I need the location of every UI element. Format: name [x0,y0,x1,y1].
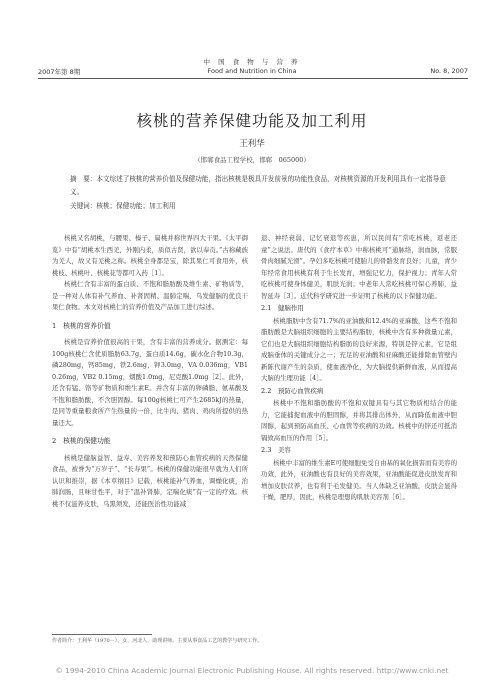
author-affiliation: （邯郸食品工程学校，邯郸 065000） [194,156,310,164]
copyright-notice: © 1994-2010 China Academic Journal Electronic Publishing House. All rights reserved. http://www.cnki.net [55,666,449,675]
article-title: 核桃的营养保健功能及加工利用 [136,112,368,130]
abstract: 摘 要：本文综述了核桃的营养价值及保健功能，指出核桃是极具开发前景的功能性食品，对核桃资源的开发利用具有一定指导意义。 [70,175,446,196]
brain-paragraph: 核桃脂肪中含有71.7%的亚油酸和12.4%的亚麻酸，这些不饱和脂肪酸是大脑组织细胞的主要结构脂肪，核桃中含有多种微量元素，它们也是大脑组织细胞结构脂肪的良好来源，特别是锌元素，它是组成脑垂体的关键成分之一；充足的亚油酸和亚麻酸还能排除血管壁内新陈代谢产生的杂质，使血液净化，为大脑提供新鲜血液，从而提高大脑的生理功能［4］。 [261,316,457,382]
cardio-paragraph: 核桃中不饱和脂肪酸的不饱和双键具有与其它物质相结合的能力，它能捕捉血液中的胆固醇，并将其排出体外，从而降低血液中胆固醇，起到预防高血压、心血管等疾病的功效。核桃中的锌还可抵消镉致高血压的作用［5］。 [261,399,457,442]
keywords: 关键词：核桃；保健功能；加工利用 [70,202,176,210]
journal-number: No. 8, 2007 [430,67,468,75]
subsection-heading-beauty: 2.3 美容 [261,446,291,454]
journal-issue: 2007年第 8期 [38,68,81,76]
journal-name-en: Food and Nutrition in China [207,67,297,75]
intro-paragraph-1: 核桃又名胡桃，与腰果、榛子、扁桃并称世界四大干果。《太平御览》中有“胡桃本生西羌，外刚内柔，质似古贤，欲以奉贡。”古称藏族为羌人，故又有羌桃之称。核桃全身都是宝，除其果仁可食用外，核桃枝、核桃叶、核桃花等都可入药［1］。 [52,234,248,277]
footnote-divider [52,634,152,635]
subsection-heading-brain: 2.1 健脑作用 [261,304,304,312]
intro-paragraph-2: 核桃仁含有丰富的蛋白质、不饱和脂肪酸及维生素、矿物质等，是一种对人体有补气养血、补肾固精、温肺定喘、乌发健脑的优良干果仁食物。本文对核桃仁的营养价值及产品加工进行综述。 [52,280,248,311]
journal-name-cn: 中 国 食 物 与 营 养 [203,58,301,66]
author-footnote: 作者简介：王利华（1970－），女，河北人，助理讲师。主要从事食品工艺的教学与研究工作。 [52,638,263,644]
left-column [52,233,248,510]
beauty-paragraph: 核桃中丰富的维生素E可使细胞免受自由基的氧化损害而有美容的功效，此外，亚油酸也有良好的美容效果，亚油酸能促进皮肤发育和增加皮肤营养，也有利于毛发健美。当人体缺乏亚油酸，皮肤会显得干燥，肥厚，因此，核桃是理想的肌肤美容剂［6］。 [261,458,457,501]
article-author: 王利华 [239,139,265,149]
header-divider [38,78,468,79]
right-column [261,233,457,504]
health-paragraph: 核桃是健脑益智、益寿、美容养发和预防心血管疾病的天然保健食品，被誉为“万岁子”、“长寿果”。核桃的保健功能很早就为人们所认识和推崇，据《本草纲目》记载，核桃能补气养血，调燥化痰，治肺润肠，且味甘性平，对于“温补肾肺，定喘化痰”有一定的疗效。核桃不仅滋养皮肤，乌黑须发，还能医治性功能减 [52,453,248,508]
subsection-heading-cardio: 2.2 预防心血管疾病 [261,386,324,395]
section-heading-health: 2 核桃的保健功能 [52,437,111,445]
nutrition-paragraph: 核桃是营养价值很高的干果，含有丰富的营养成分。据测定：每100g核桃仁含优质脂肪63.7g，蛋白质14.6g，碳水化合物10.3g，磷280mg，钙85mg，铁2.6mg，钾3.0mg，VA 0.036mg，VB1 0.26mg，VB2 0.15mg，烟酸1.0mg，尼克酸1.0mg［2］。此外，还含有锰、铬等矿物质和维生素E。并含有丰富的卵磷脂、氨基酸及不饱和脂肪酸，不含胆固醇。每100g核桃仁可产生2685kJ的热量，是同等重量粮食所产生热量的一倍，比牛肉、猪肉、鸡肉所提供的热量还大。 [52,338,248,427]
health-paragraph-continued: 退、神经衰弱、记忆衰退等疾患，所以民间有“常吃核桃，返老还童”之说法。唐代的《食疗本草》中称核桃可“通脉络，润血脉，常服骨肉细腻光滑”。孕妇多吃核桃可使胎儿的骨骼发育良好；儿童，青少年经常食用核桃有利于生长发育，增强记忆力，保护视力；青年人常吃核桃可使身体健美，肌肤光润；中老年人常吃核桃可保心养肺，益智延寿［3］。近代科学研究进一步证明了核桃的以下保健功能。 [261,234,457,300]
section-heading-nutrition: 1 核桃的营养价值 [52,321,111,330]
